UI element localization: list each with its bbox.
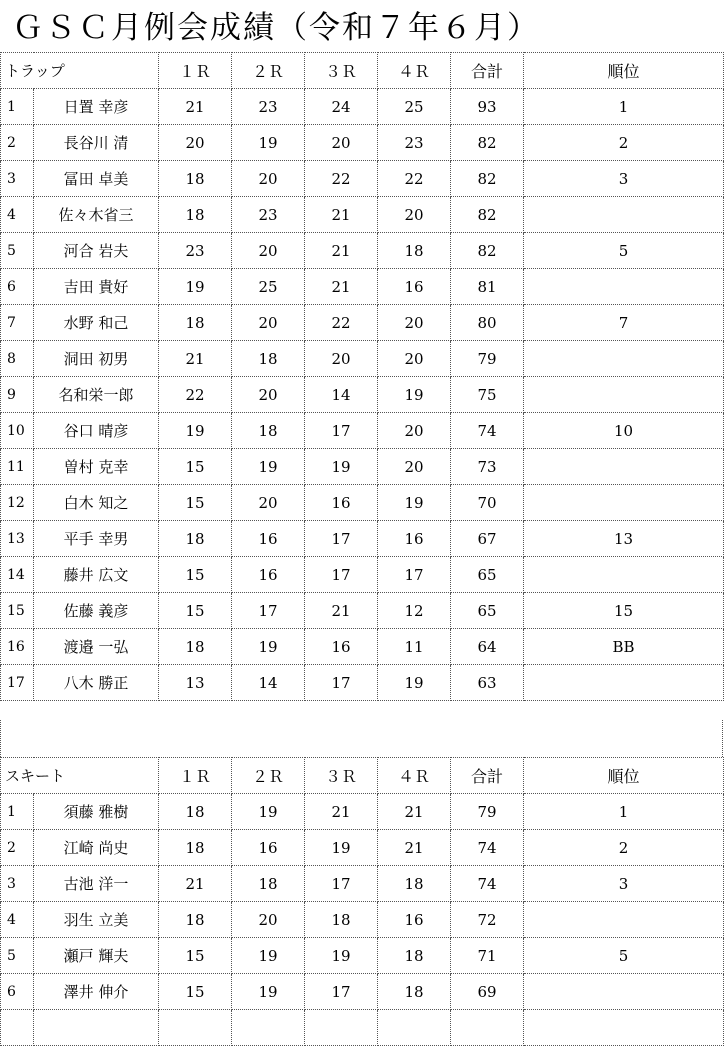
score-round-3: 21: [305, 593, 378, 629]
score-round-1: 21: [159, 341, 232, 377]
header-round-4: ４Ｒ: [378, 53, 451, 89]
score-round-3: 21: [305, 794, 378, 830]
score-round-4: 22: [378, 161, 451, 197]
score-round-1: 15: [159, 449, 232, 485]
score-round-1: 18: [159, 794, 232, 830]
score-round-3: 19: [305, 938, 378, 974]
table-row: [1, 341, 724, 377]
row-number: 5: [1, 233, 34, 269]
score-round-4: 17: [378, 557, 451, 593]
score-round-2: 23: [232, 89, 305, 125]
score-round-2: 14: [232, 665, 305, 701]
score-round-3: 21: [305, 197, 378, 233]
score-total: 74: [451, 413, 524, 449]
score-round-3: 14: [305, 377, 378, 413]
row-number: 1: [1, 794, 34, 830]
shooter-name: 須藤 雅樹: [34, 794, 159, 830]
header-round-3: ３Ｒ: [305, 758, 378, 794]
score-total: [451, 1010, 524, 1046]
score-total: 72: [451, 902, 524, 938]
score-round-2: 18: [232, 413, 305, 449]
score-round-3: 22: [305, 161, 378, 197]
row-number: 8: [1, 341, 34, 377]
score-round-4: 19: [378, 377, 451, 413]
score-total: 71: [451, 938, 524, 974]
score-round-3: 21: [305, 269, 378, 305]
score-round-1: [159, 1010, 232, 1046]
row-number: 6: [1, 269, 34, 305]
score-round-1: 18: [159, 521, 232, 557]
page-title: ＧＳＣ月例会成績（令和７年６月）: [12, 10, 540, 46]
score-round-2: 19: [232, 938, 305, 974]
rank-cell: [524, 449, 724, 485]
table-row: [1, 794, 724, 830]
shooter-name: 曽村 克幸: [34, 449, 159, 485]
score-round-1: 18: [159, 161, 232, 197]
table-row: [1, 1010, 724, 1046]
rank-cell: 5: [524, 233, 724, 269]
score-round-4: 16: [378, 269, 451, 305]
score-total: 82: [451, 197, 524, 233]
score-round-4: 18: [378, 938, 451, 974]
score-round-2: 16: [232, 521, 305, 557]
header-round-1: １Ｒ: [159, 758, 232, 794]
score-round-3: 16: [305, 629, 378, 665]
score-total: 73: [451, 449, 524, 485]
shooter-name: 澤井 伸介: [34, 974, 159, 1010]
score-round-1: 21: [159, 866, 232, 902]
row-number: 10: [1, 413, 34, 449]
header-rank: 順位: [524, 53, 724, 89]
shooter-name: 谷口 晴彦: [34, 413, 159, 449]
score-round-2: 16: [232, 557, 305, 593]
score-round-4: 20: [378, 341, 451, 377]
row-number: 15: [1, 593, 34, 629]
shooter-name: 羽生 立美: [34, 902, 159, 938]
shooter-name: 冨田 卓美: [34, 161, 159, 197]
score-total: 79: [451, 341, 524, 377]
rank-cell: 7: [524, 305, 724, 341]
row-number: 7: [1, 305, 34, 341]
score-round-4: 11: [378, 629, 451, 665]
table-row: [1, 974, 724, 1010]
score-round-1: 21: [159, 89, 232, 125]
score-round-2: 18: [232, 341, 305, 377]
score-total: 65: [451, 557, 524, 593]
shooter-name: 佐藤 義彦: [34, 593, 159, 629]
shooter-name: 水野 和己: [34, 305, 159, 341]
rank-cell: 3: [524, 866, 724, 902]
shooter-name: 河合 岩夫: [34, 233, 159, 269]
score-total: 65: [451, 593, 524, 629]
shooter-name: 古池 洋一: [34, 866, 159, 902]
shooter-name: 吉田 貴好: [34, 269, 159, 305]
row-number: 4: [1, 902, 34, 938]
rank-cell: [524, 1010, 724, 1046]
score-round-2: 19: [232, 125, 305, 161]
shooter-name: 平手 幸男: [34, 521, 159, 557]
shooter-name: 洞田 初男: [34, 341, 159, 377]
shooter-name: 江崎 尚史: [34, 830, 159, 866]
score-round-1: 15: [159, 593, 232, 629]
score-round-1: 15: [159, 557, 232, 593]
shooter-name: 白木 知之: [34, 485, 159, 521]
rank-cell: [524, 197, 724, 233]
row-number: 3: [1, 161, 34, 197]
score-round-3: 19: [305, 830, 378, 866]
row-number: 3: [1, 866, 34, 902]
table-row: [1, 197, 724, 233]
score-round-3: 18: [305, 902, 378, 938]
score-round-4: 18: [378, 974, 451, 1010]
score-round-2: [232, 1010, 305, 1046]
rank-cell: [524, 557, 724, 593]
score-round-3: 20: [305, 341, 378, 377]
table-row: [1, 269, 724, 305]
score-total: 69: [451, 974, 524, 1010]
score-round-2: 19: [232, 629, 305, 665]
rank-cell: [524, 377, 724, 413]
table-row: [1, 629, 724, 665]
shooter-name: 渡邉 一弘: [34, 629, 159, 665]
shooter-name: 瀬戸 輝夫: [34, 938, 159, 974]
rank-cell: BB: [524, 629, 724, 665]
row-number: 1: [1, 89, 34, 125]
score-total: 74: [451, 866, 524, 902]
table-row: [1, 377, 724, 413]
score-round-1: 15: [159, 974, 232, 1010]
table-row: [1, 89, 724, 125]
score-round-2: 20: [232, 233, 305, 269]
score-total: 81: [451, 269, 524, 305]
rank-cell: [524, 902, 724, 938]
skeet-results-table: [0, 757, 724, 1046]
header-total: 合計: [451, 53, 524, 89]
rank-cell: 10: [524, 413, 724, 449]
score-round-3: 24: [305, 89, 378, 125]
section-spacer: [0, 720, 723, 757]
score-round-3: 17: [305, 665, 378, 701]
score-round-2: 20: [232, 377, 305, 413]
table-row: [1, 938, 724, 974]
score-round-2: 17: [232, 593, 305, 629]
shooter-name: [34, 1010, 159, 1046]
score-round-1: 15: [159, 938, 232, 974]
row-number: 16: [1, 629, 34, 665]
rank-cell: [524, 974, 724, 1010]
header-round-2: ２Ｒ: [232, 758, 305, 794]
table-row: [1, 413, 724, 449]
score-round-4: 20: [378, 449, 451, 485]
score-round-2: 19: [232, 974, 305, 1010]
score-round-2: 20: [232, 485, 305, 521]
table-row: [1, 125, 724, 161]
row-number: 13: [1, 521, 34, 557]
score-round-1: 18: [159, 902, 232, 938]
header-round-2: ２Ｒ: [232, 53, 305, 89]
score-round-2: 20: [232, 902, 305, 938]
trap-results-table: [0, 52, 724, 701]
row-number: 9: [1, 377, 34, 413]
skeet-header-row: [1, 758, 724, 794]
trap-section-label: トラップ: [1, 53, 159, 89]
score-round-3: 17: [305, 521, 378, 557]
score-round-4: 18: [378, 866, 451, 902]
table-row: [1, 161, 724, 197]
table-row: [1, 485, 724, 521]
score-round-2: 16: [232, 830, 305, 866]
rank-cell: 3: [524, 161, 724, 197]
score-round-1: 18: [159, 629, 232, 665]
shooter-name: 長谷川 清: [34, 125, 159, 161]
score-total: 67: [451, 521, 524, 557]
score-round-3: 19: [305, 449, 378, 485]
row-number: 2: [1, 830, 34, 866]
score-round-4: 21: [378, 794, 451, 830]
score-round-2: 23: [232, 197, 305, 233]
score-round-2: 20: [232, 161, 305, 197]
rank-cell: 1: [524, 794, 724, 830]
score-round-1: 19: [159, 269, 232, 305]
rank-cell: 2: [524, 830, 724, 866]
table-row: [1, 665, 724, 701]
rank-cell: 13: [524, 521, 724, 557]
score-total: 82: [451, 161, 524, 197]
score-round-4: 16: [378, 902, 451, 938]
score-round-3: 17: [305, 974, 378, 1010]
score-total: 82: [451, 125, 524, 161]
row-number: 5: [1, 938, 34, 974]
score-round-1: 15: [159, 485, 232, 521]
score-round-3: 17: [305, 413, 378, 449]
score-total: 80: [451, 305, 524, 341]
score-total: 93: [451, 89, 524, 125]
score-round-1: 18: [159, 305, 232, 341]
table-row: [1, 830, 724, 866]
rank-cell: 5: [524, 938, 724, 974]
score-round-1: 13: [159, 665, 232, 701]
row-number: 4: [1, 197, 34, 233]
table-row: [1, 557, 724, 593]
score-round-4: 21: [378, 830, 451, 866]
score-round-1: 18: [159, 830, 232, 866]
score-total: 70: [451, 485, 524, 521]
score-round-4: 16: [378, 521, 451, 557]
row-number: 6: [1, 974, 34, 1010]
score-round-4: 20: [378, 305, 451, 341]
score-round-2: 18: [232, 866, 305, 902]
score-total: 79: [451, 794, 524, 830]
score-round-1: 20: [159, 125, 232, 161]
shooter-name: 藤井 広文: [34, 557, 159, 593]
score-round-3: 20: [305, 125, 378, 161]
score-round-4: 23: [378, 125, 451, 161]
score-round-2: 19: [232, 449, 305, 485]
score-round-3: [305, 1010, 378, 1046]
header-round-1: １Ｒ: [159, 53, 232, 89]
score-round-1: 22: [159, 377, 232, 413]
score-round-1: 19: [159, 413, 232, 449]
table-row: [1, 233, 724, 269]
row-number: 14: [1, 557, 34, 593]
header-round-4: ４Ｒ: [378, 758, 451, 794]
score-round-2: 25: [232, 269, 305, 305]
rank-cell: [524, 269, 724, 305]
score-round-3: 16: [305, 485, 378, 521]
table-row: [1, 866, 724, 902]
score-round-4: 20: [378, 197, 451, 233]
rank-cell: 1: [524, 89, 724, 125]
score-total: 82: [451, 233, 524, 269]
row-number: [1, 1010, 34, 1046]
shooter-name: 名和栄一郎: [34, 377, 159, 413]
score-round-2: 19: [232, 794, 305, 830]
score-round-4: 19: [378, 485, 451, 521]
table-row: [1, 449, 724, 485]
score-round-1: 23: [159, 233, 232, 269]
row-number: 11: [1, 449, 34, 485]
score-round-3: 17: [305, 557, 378, 593]
rank-cell: [524, 341, 724, 377]
table-row: [1, 521, 724, 557]
header-round-3: ３Ｒ: [305, 53, 378, 89]
score-total: 75: [451, 377, 524, 413]
table-row: [1, 593, 724, 629]
score-total: 74: [451, 830, 524, 866]
score-total: 64: [451, 629, 524, 665]
score-round-3: 17: [305, 866, 378, 902]
score-round-4: 18: [378, 233, 451, 269]
header-rank: 順位: [524, 758, 724, 794]
score-round-4: [378, 1010, 451, 1046]
score-round-2: 20: [232, 305, 305, 341]
row-number: 17: [1, 665, 34, 701]
score-round-4: 19: [378, 665, 451, 701]
score-round-1: 18: [159, 197, 232, 233]
row-number: 12: [1, 485, 34, 521]
score-round-4: 20: [378, 413, 451, 449]
shooter-name: 日置 幸彦: [34, 89, 159, 125]
trap-header-row: [1, 53, 724, 89]
row-number: 2: [1, 125, 34, 161]
rank-cell: [524, 665, 724, 701]
shooter-name: 佐々木省三: [34, 197, 159, 233]
score-round-4: 25: [378, 89, 451, 125]
header-total: 合計: [451, 758, 524, 794]
table-row: [1, 902, 724, 938]
score-total: 63: [451, 665, 524, 701]
score-round-3: 21: [305, 233, 378, 269]
table-row: [1, 305, 724, 341]
skeet-section-label: スキート: [1, 758, 159, 794]
rank-cell: [524, 485, 724, 521]
score-round-3: 22: [305, 305, 378, 341]
score-round-4: 12: [378, 593, 451, 629]
shooter-name: 八木 勝正: [34, 665, 159, 701]
rank-cell: 15: [524, 593, 724, 629]
rank-cell: 2: [524, 125, 724, 161]
